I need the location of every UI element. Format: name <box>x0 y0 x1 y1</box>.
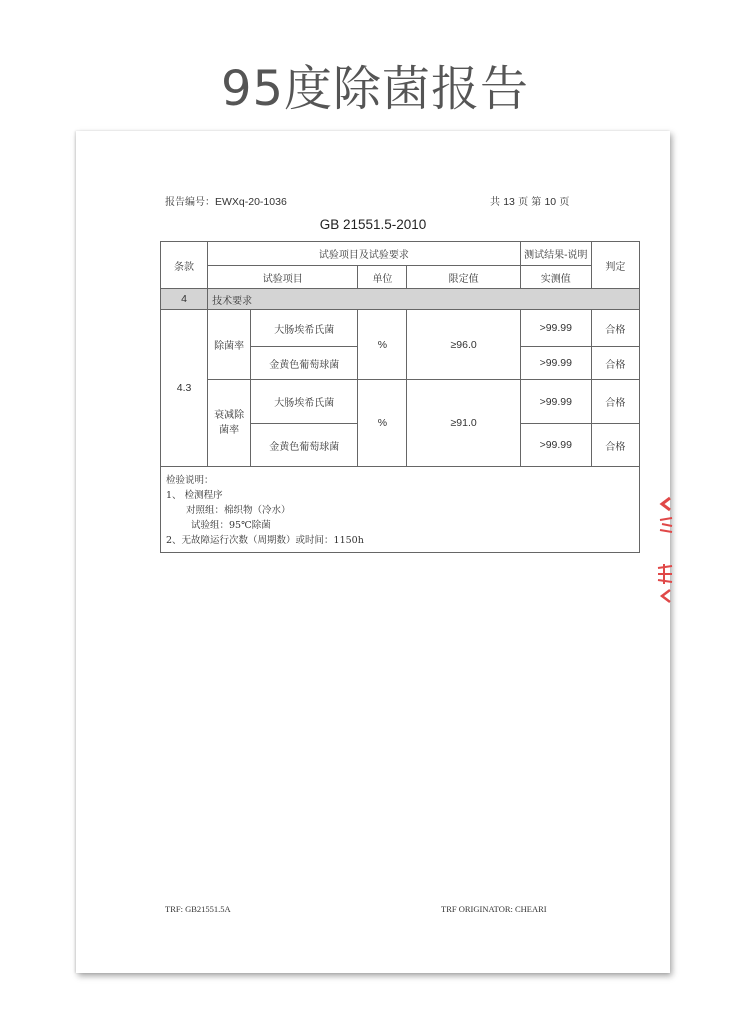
group-name: 除菌率 <box>208 310 251 380</box>
header-clause: 条款 <box>161 242 208 289</box>
notes-line-control: 对照组：棉织物（冷水） <box>186 505 291 516</box>
standard-code: GB 21551.5-2010 <box>319 217 427 232</box>
report-page <box>76 131 670 973</box>
header-measured: 实测值 <box>520 266 591 289</box>
measured-cell: >99.99 <box>520 347 591 380</box>
measured-cell: >99.99 <box>520 380 591 424</box>
unit-cell: % <box>358 310 407 380</box>
page-count-suffix: 页 <box>559 197 570 208</box>
measured-cell: >99.99 <box>520 310 591 347</box>
organism-cell: 金黄色葡萄球菌 <box>251 347 358 380</box>
measured-cell: >99.99 <box>520 424 591 467</box>
red-seal-stamp <box>654 490 676 610</box>
notes-line-runtime: 2、无故障运行次数（周期数）或时间：1150h <box>166 535 364 546</box>
header-unit: 单位 <box>358 266 407 289</box>
notes-line-procedure: 1、 检测程序 <box>166 490 223 501</box>
footer-form-id: TRF: GB21551.5A <box>165 904 231 914</box>
test-notes <box>161 467 640 553</box>
page-count-prefix: 共 <box>490 197 500 208</box>
verdict-cell: 合格 <box>591 380 639 424</box>
limit-cell: ≥91.0 <box>407 380 520 467</box>
page-title: 95度除菌报告 <box>220 61 530 117</box>
limit-cell: ≥96.0 <box>407 310 520 380</box>
organism-cell: 大肠埃希氏菌 <box>251 310 358 347</box>
report-number-label: 报告编号： <box>165 197 215 208</box>
header-verdict: 判定 <box>591 242 639 289</box>
header-items-requirements: 试验项目及试验要求 <box>208 242 521 266</box>
verdict-cell: 合格 <box>591 424 639 467</box>
header-limit: 限定值 <box>407 266 520 289</box>
section-title: 技术要求 <box>208 289 640 310</box>
organism-cell: 大肠埃希氏菌 <box>251 380 358 424</box>
header-item: 试验项目 <box>208 266 358 289</box>
unit-cell: % <box>358 380 407 467</box>
header-result: 测试结果-说明 <box>520 242 591 266</box>
page-total: 13 <box>503 196 515 208</box>
group-name: 衰减除菌率 <box>208 380 251 467</box>
organism-cell: 金黄色葡萄球菌 <box>251 424 358 467</box>
footer-originator: TRF ORIGINATOR: CHEARI <box>441 904 547 914</box>
section-number: 4 <box>161 289 208 310</box>
page-count <box>490 193 569 208</box>
verdict-cell: 合格 <box>591 347 639 380</box>
clause-number: 4.3 <box>161 310 208 467</box>
page-current: 10 <box>544 196 557 208</box>
page-count-mid: 页 第 <box>518 197 542 208</box>
notes-title: 检验说明： <box>166 475 214 486</box>
report-number-value: EWXq-20-1036 <box>215 196 287 208</box>
verdict-cell: 合格 <box>591 310 639 347</box>
report-number <box>165 193 287 208</box>
test-results-table <box>160 241 640 553</box>
seal-fragment-icon <box>654 490 676 610</box>
notes-line-test-group: 试验组：95℃除菌 <box>191 520 271 531</box>
